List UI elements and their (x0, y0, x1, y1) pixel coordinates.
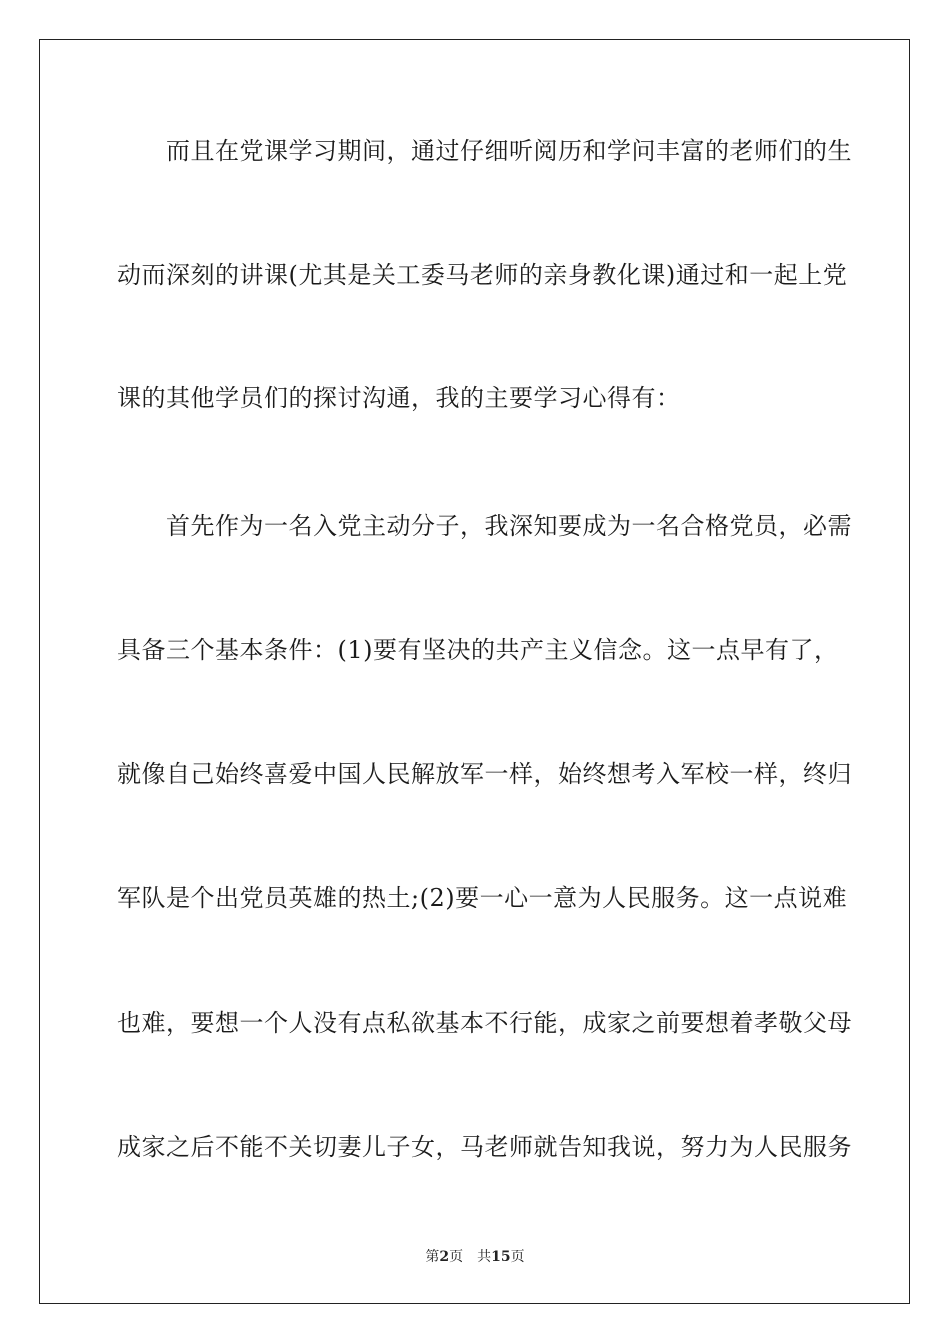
footer-page-suffix: 页 (449, 1249, 464, 1265)
footer-page-prefix: 第 (425, 1249, 440, 1265)
paragraph-2-line-3: 就像自己始终喜爱中国人民解放军一样，始终想考入军校一样，终归 (117, 760, 852, 788)
paragraph-1-line-2: 动而深刻的讲课(尤其是关工委马老师的亲身教化课)通过和一起上党 (117, 261, 848, 289)
paragraph-2-line-6: 成家之后不能不关切妻儿子女，马老师就告知我说，努力为人民服务 (117, 1133, 852, 1161)
paragraph-2-line-5: 也难，要想一个人没有点私欲基本不行能，成家之前要想着孝敬父母 (117, 1009, 852, 1037)
paragraph-2-line-1: 首先作为一名入党主动分子，我深知要成为一名合格党员，必需 (166, 512, 852, 540)
footer-total-prefix: 共 (477, 1249, 492, 1265)
paragraph-1-line-1: 而且在党课学习期间，通过仔细听阅历和学问丰富的老师们的生 (166, 137, 852, 165)
footer-page-current: 2 (439, 1249, 450, 1265)
page-border (39, 39, 910, 1304)
paragraph-2-line-2: 具备三个基本条件：(1)要有坚决的共产主义信念。这一点早有了， (117, 636, 839, 664)
footer-total-suffix: 页 (510, 1249, 525, 1265)
footer-total-pages: 15 (491, 1249, 511, 1265)
paragraph-2-line-4: 军队是个出党员英雄的热土;(2)要一心一意为人民服务。这一点说难 (117, 884, 848, 912)
paragraph-1-line-3: 课的其他学员们的探讨沟通，我的主要学习心得有： (117, 384, 681, 412)
page-footer (0, 1248, 950, 1266)
